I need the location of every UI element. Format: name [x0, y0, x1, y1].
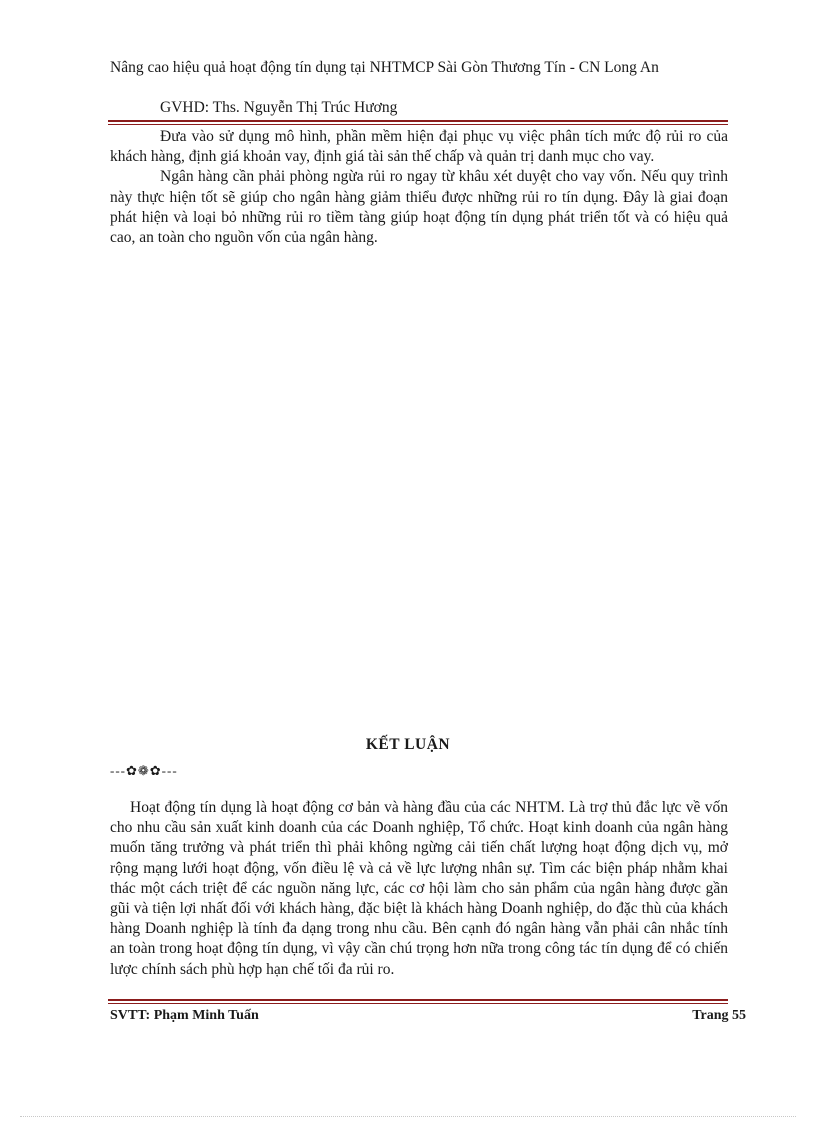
footer-page-number: Trang 55	[692, 1008, 746, 1023]
conclusion-paragraph: Hoạt động tín dụng là hoạt động cơ bản và hàng đầu của các NHTM. Là trợ thủ đắc lực về vốn cho nhu cầu sản xuất kinh doanh của các Doanh nghiệp, Tổ chức. Hoạt kinh doanh của ngân hàng muốn tăng trưởng và phát triển thì phải không ngừng cải tiến chất lượng hoạt động dịch vụ, mở rộng mạng lưới hoạt động, vốn điều lệ và cả về lực lượng nhân sự. Tìm các biện pháp nhằm khai thác một cách triệt để các nguồn năng lực, các cơ hội làm cho sản phẩm của ngân hàng được gần gũi và tiện lợi nhất đối với khách hàng, đặc biệt là khách hàng Doanh nghiệp, do đặc thù của khách hàng Doanh nghiệp là tính đa dạng trong nhu cầu. Bên cạnh đó ngân hàng vẫn phải cân nhắc tính an toàn trong hoạt động tín dụng, vì vậy cần chú trọng hơn nữa trong công tác tín dụng để có chiến lược chính sách phù hợp hạn chế tối đa rủi ro.	[110, 799, 728, 978]
page-edge	[20, 1116, 796, 1117]
ornament-divider: ---✿❁✿---	[110, 763, 178, 778]
paragraph-1: Đưa vào sử dụng mô hình, phần mềm hiện đại phục vụ việc phân tích mức độ rủi ro của khách hàng, định giá khoản vay, định giá tài sản thế chấp và quản trị danh mục cho vay.	[110, 128, 728, 166]
section-1-body	[110, 127, 728, 248]
footer-student: SVTT: Phạm Minh Tuấn	[110, 1008, 259, 1023]
header-supervisor: GVHD: Ths. Nguyễn Thị Trúc Hương	[160, 99, 398, 116]
conclusion-body	[110, 798, 728, 980]
conclusion-heading: KẾT LUẬN	[365, 736, 451, 753]
paragraph-2: Ngân hàng cần phải phòng ngừa rủi ro ngay từ khâu xét duyệt cho vay vốn. Nếu quy trình này thực hiện tốt sẽ giúp cho ngân hàng giảm thiểu được những rủi ro tín dụng. Đây là giai đoạn phát hiện và loại bỏ những rủi ro tiềm tàng giúp hoạt động tín dụng phát triển tốt và có hiệu quả cao, an toàn cho nguồn vốn của ngân hàng.	[110, 168, 728, 247]
header-divider	[108, 120, 728, 125]
footer-divider	[108, 999, 728, 1004]
header-title: Nâng cao hiệu quả hoạt động tín dụng tại NHTMCP Sài Gòn Thương Tín - CN Long An	[110, 59, 659, 76]
